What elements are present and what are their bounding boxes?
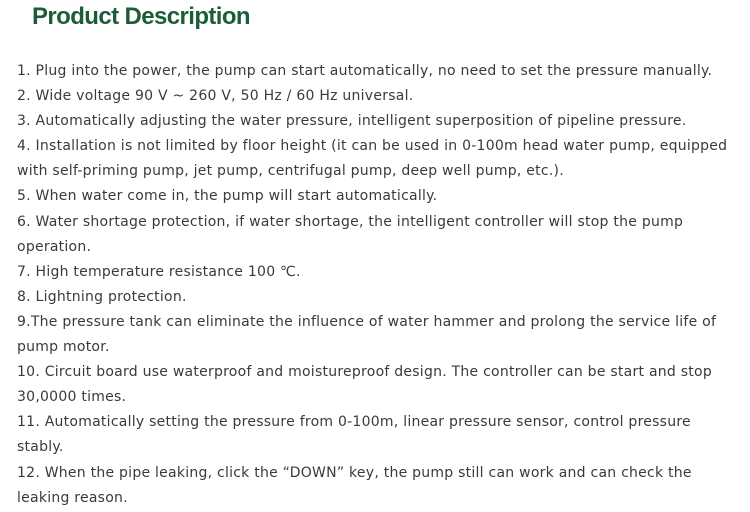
- page-title: Product Description: [32, 3, 250, 30]
- description-item-8: 8. Lightning protection.: [17, 288, 187, 305]
- description-item-2: 2. Wide voltage 90 V ~ 260 V, 50 Hz / 60 Hz universal.: [17, 88, 414, 105]
- description-item-1: 1. Plug into the power, the pump can start automatically, no need to set the pressure manually.: [17, 63, 713, 79]
- description-item-6: 6. Water shortage protection, if water shortage, the intelligent controller will stop the pump operation.: [17, 213, 684, 255]
- description-item-10: 10. Circuit board use waterproof and moistureproof design. The controller can be start and stop 30,0000 times.: [17, 364, 712, 406]
- description-item-9: 9.The pressure tank can eliminate the influence of water hammer and prolong the service life of pump motor.: [17, 313, 717, 356]
- description-item-11: 11. Automatically setting the pressure from 0-100m, linear pressure sensor, control pressure stably.: [17, 414, 691, 456]
- description-list: [17, 59, 739, 511]
- description-item-12: 12. When the pipe leaking, click the “DOWN” key, the pump still can work and can check the leaking reason.: [17, 464, 692, 506]
- description-item-4: 4. Installation is not limited by floor height (it can be used in 0-100m head water pump, equipped with self-priming pump, jet pump, centrifugal pump, deep well pump, etc.).: [17, 138, 728, 180]
- description-item-3: 3. Automatically adjusting the water pressure, intelligent superposition of pipeline pressure.: [17, 113, 687, 130]
- description-item-7: 7. High temperature resistance 100 ℃.: [17, 263, 301, 280]
- description-item-5: 5. When water come in, the pump will start automatically.: [17, 188, 438, 205]
